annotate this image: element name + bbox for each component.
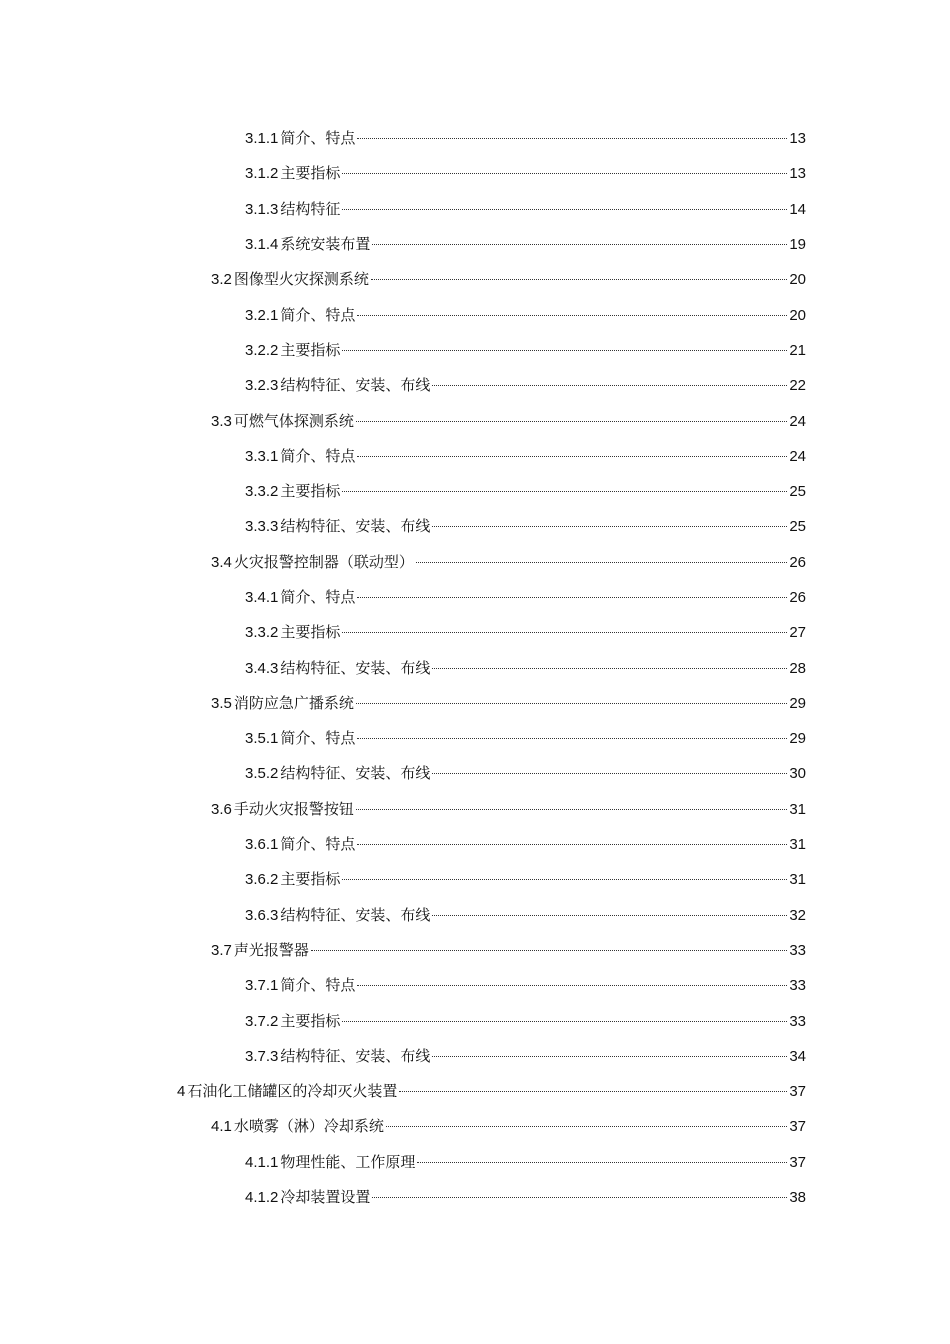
toc-section-number: 3.3.1 — [245, 447, 279, 465]
toc-entry-line — [245, 339, 806, 360]
toc-section-number: 3.1.2 — [245, 165, 279, 183]
toc-section-number: 3.2.1 — [245, 306, 279, 324]
toc-entry[interactable] — [0, 332, 950, 367]
toc-page-number: 28 — [789, 659, 806, 677]
toc-entry[interactable] — [0, 508, 950, 543]
toc-section-number: 3.5 — [211, 694, 232, 712]
toc-section-number: 3.6.3 — [245, 906, 279, 924]
toc-page-number: 38 — [789, 1189, 806, 1207]
toc-entry-line — [211, 551, 806, 572]
toc-entry[interactable] — [0, 614, 950, 649]
toc-section-number: 4 — [177, 1083, 186, 1101]
toc-section-title: 简介、特点 — [280, 305, 356, 324]
toc-dot-leader — [432, 915, 787, 916]
toc-entry[interactable] — [0, 1073, 950, 1108]
toc-entry[interactable] — [0, 1144, 950, 1179]
toc-page-number: 37 — [789, 1118, 806, 1136]
toc-dot-leader — [357, 138, 787, 139]
toc-section-title: 声光报警器 — [233, 940, 309, 959]
toc-section-number: 3.3 — [211, 412, 232, 430]
toc-dot-leader — [342, 1021, 787, 1022]
toc-entry-line — [245, 1045, 806, 1066]
toc-page-number: 13 — [789, 130, 806, 148]
toc-dot-leader — [432, 385, 787, 386]
toc-section-title: 系统安装布置 — [280, 235, 371, 254]
toc-section-title: 简介、特点 — [280, 129, 356, 148]
toc-section-number: 3.4.1 — [245, 589, 279, 606]
toc-page-number: 31 — [789, 871, 806, 889]
toc-section-title: 简介、特点 — [280, 729, 356, 748]
toc-entry[interactable] — [0, 1108, 950, 1143]
toc-page-number: 13 — [789, 165, 806, 183]
toc-entry-line — [245, 515, 806, 536]
toc-dot-leader — [357, 844, 787, 845]
toc-dot-leader — [371, 279, 787, 280]
toc-section-number: 3.7 — [211, 941, 232, 959]
toc-section-title: 主要指标 — [280, 482, 341, 501]
toc-page-number: 25 — [789, 483, 806, 501]
toc-entry-line — [245, 374, 806, 395]
toc-entry-line — [211, 939, 806, 960]
toc-entry[interactable] — [0, 932, 950, 967]
toc-section-title: 结构特征 — [280, 199, 341, 218]
toc-page-number: 19 — [789, 236, 806, 254]
toc-dot-leader — [357, 738, 787, 739]
toc-entry-line — [245, 127, 806, 148]
toc-entry-line — [245, 657, 806, 678]
toc-section-title: 石油化工储罐区的冷却灭火装置 — [187, 1082, 398, 1101]
toc-dot-leader — [432, 1056, 787, 1057]
toc-section-number: 3.2.2 — [245, 341, 279, 359]
toc-section-title: 图像型火灾探测系统 — [233, 270, 369, 289]
toc-dot-leader — [356, 421, 787, 422]
toc-section-number: 3.7.1 — [245, 977, 279, 995]
toc-entry[interactable] — [0, 791, 950, 826]
toc-entry-line — [245, 974, 806, 995]
toc-section-title: 简介、特点 — [280, 835, 356, 854]
toc-dot-leader — [416, 562, 787, 563]
toc-section-number: 3.7.3 — [245, 1047, 279, 1065]
toc-dot-leader — [399, 1091, 787, 1092]
toc-dot-leader — [311, 950, 787, 951]
toc-entry-line — [245, 233, 806, 254]
toc-page-number: 31 — [789, 800, 806, 818]
toc-entry[interactable] — [0, 1038, 950, 1073]
toc-section-number: 4.1 — [211, 1118, 232, 1136]
toc-page-number: 29 — [789, 694, 806, 712]
toc-section-title: 结构特征、安装、布线 — [280, 905, 431, 924]
toc-entry-line — [245, 1010, 806, 1031]
toc-section-title: 简介、特点 — [280, 446, 356, 465]
toc-section-number: 3.4 — [211, 553, 232, 571]
toc-page-number: 20 — [789, 306, 806, 324]
toc-entry-line — [245, 480, 806, 501]
toc-section-number: 3.5.2 — [245, 765, 279, 783]
toc-entry[interactable] — [0, 226, 950, 261]
toc-section-number: 3.4.3 — [245, 659, 279, 677]
toc-entry-line — [245, 868, 806, 889]
toc-dot-leader — [372, 1197, 787, 1198]
toc-entry[interactable] — [0, 402, 950, 437]
toc-page-number: 33 — [789, 977, 806, 995]
toc-section-number: 3.1.4 — [245, 236, 279, 254]
toc-page-number: 22 — [789, 377, 806, 395]
toc-entry-line — [245, 727, 806, 748]
toc-section-title: 结构特征、安装、布线 — [280, 764, 431, 783]
toc-dot-leader — [357, 456, 787, 457]
toc-section-number: 4.1.2 — [245, 1189, 279, 1207]
toc-entry-line — [245, 833, 806, 854]
toc-entry-line — [245, 621, 806, 642]
toc-entry[interactable] — [0, 120, 950, 155]
toc-page-number: 33 — [789, 941, 806, 959]
toc-page-number: 37 — [789, 1083, 806, 1101]
toc-page-number: 37 — [789, 1153, 806, 1171]
toc-entry-line — [245, 586, 806, 607]
toc-dot-leader — [342, 879, 787, 880]
toc-section-title: 主要指标 — [280, 340, 341, 359]
toc-entry-line — [211, 692, 806, 713]
toc-entry[interactable] — [0, 1179, 950, 1214]
toc-entry-line — [211, 410, 806, 431]
toc-section-title: 主要指标 — [280, 623, 341, 642]
toc-page-number: 32 — [789, 906, 806, 924]
toc-dot-leader — [432, 773, 787, 774]
toc-entry[interactable] — [0, 438, 950, 473]
toc-section-number: 3.6 — [211, 800, 232, 818]
toc-dot-leader — [356, 703, 787, 704]
toc-section-title: 简介、特点 — [280, 976, 356, 995]
toc-section-title: 物理性能、工作原理 — [280, 1152, 416, 1171]
toc-page-number: 31 — [789, 836, 806, 854]
toc-entry-line — [211, 1115, 806, 1136]
toc-section-number: 3.2.3 — [245, 377, 279, 395]
toc-section-title: 结构特征、安装、布线 — [280, 376, 431, 395]
toc-dot-leader — [357, 597, 787, 598]
toc-entry[interactable] — [0, 861, 950, 896]
toc-section-number: 3.1.3 — [245, 200, 279, 218]
toc-page-number: 25 — [789, 518, 806, 536]
toc-page-number: 29 — [789, 730, 806, 748]
toc-dot-leader — [432, 668, 787, 669]
toc-dot-leader — [342, 632, 787, 633]
table-of-contents — [0, 120, 950, 1214]
toc-entry-line — [245, 304, 806, 325]
toc-entry[interactable] — [0, 1002, 950, 1037]
toc-entry-line — [177, 1080, 806, 1101]
toc-section-number: 3.3.3 — [245, 518, 279, 536]
toc-dot-leader — [372, 244, 787, 245]
toc-section-number: 3.6.2 — [245, 871, 279, 889]
toc-section-title: 冷却装置设置 — [280, 1188, 371, 1207]
toc-entry[interactable] — [0, 649, 950, 684]
toc-dot-leader — [342, 173, 787, 174]
toc-page-number: 33 — [789, 1012, 806, 1030]
toc-section-number: 3.3.2 — [245, 483, 279, 501]
toc-section-number: 4.1.1 — [245, 1153, 279, 1171]
toc-section-title: 结构特征、安装、布线 — [280, 658, 431, 677]
toc-page-number: 21 — [789, 341, 806, 359]
toc-section-title: 简介、特点 — [280, 588, 356, 606]
toc-entry[interactable] — [0, 155, 950, 190]
toc-entry[interactable] — [0, 720, 950, 755]
toc-section-number: 3.2 — [211, 271, 232, 289]
toc-dot-leader — [432, 526, 787, 527]
toc-entry-line — [245, 1186, 806, 1207]
toc-section-number: 3.3.2 — [245, 624, 279, 642]
toc-entry-line — [245, 198, 806, 219]
toc-entry[interactable] — [0, 755, 950, 790]
toc-page-number: 30 — [789, 765, 806, 783]
toc-dot-leader — [357, 315, 787, 316]
toc-section-number: 3.7.2 — [245, 1012, 279, 1030]
toc-page-number: 27 — [789, 624, 806, 642]
toc-dot-leader — [356, 809, 787, 810]
toc-section-number: 3.5.1 — [245, 730, 279, 748]
toc-entry[interactable] — [0, 261, 950, 296]
toc-page-number: 34 — [789, 1047, 806, 1065]
toc-entry-line — [245, 1151, 806, 1172]
toc-section-title: 水喷雾（淋）冷却系统 — [233, 1117, 384, 1136]
toc-entry-line — [211, 798, 806, 819]
toc-entry[interactable] — [0, 367, 950, 402]
toc-section-title: 手动火灾报警按钮 — [233, 799, 354, 818]
toc-section-title: 结构特征、安装、布线 — [280, 517, 431, 536]
toc-dot-leader — [342, 491, 787, 492]
toc-section-title: 主要指标 — [280, 870, 341, 889]
toc-entry-line — [245, 904, 806, 925]
toc-dot-leader — [417, 1162, 787, 1163]
toc-entry-line — [245, 162, 806, 183]
toc-page-number: 26 — [789, 589, 806, 606]
toc-section-number: 3.6.1 — [245, 836, 279, 854]
toc-page-number: 14 — [789, 200, 806, 218]
toc-entry[interactable] — [0, 967, 950, 1002]
toc-entry-line — [211, 268, 806, 289]
toc-section-title: 消防应急广播系统 — [233, 693, 354, 712]
toc-section-title: 火灾报警控制器（联动型） — [233, 552, 414, 571]
toc-entry[interactable] — [0, 296, 950, 331]
toc-entry-line — [245, 445, 806, 466]
toc-section-title: 可燃气体探测系统 — [233, 411, 354, 430]
toc-page-number: 24 — [789, 447, 806, 465]
toc-dot-leader — [342, 350, 787, 351]
toc-entry-line — [245, 762, 806, 783]
toc-entry[interactable] — [0, 685, 950, 720]
toc-dot-leader — [386, 1126, 787, 1127]
toc-entry[interactable] — [0, 473, 950, 508]
toc-page-number: 24 — [789, 412, 806, 430]
toc-page-number: 26 — [789, 553, 806, 571]
toc-entry[interactable] — [0, 897, 950, 932]
toc-dot-leader — [357, 985, 787, 986]
toc-entry[interactable] — [0, 544, 950, 579]
toc-section-title: 结构特征、安装、布线 — [280, 1046, 431, 1065]
toc-section-title: 主要指标 — [280, 164, 341, 183]
toc-entry[interactable] — [0, 191, 950, 226]
toc-page-number: 20 — [789, 271, 806, 289]
toc-section-title: 主要指标 — [280, 1011, 341, 1030]
toc-entry[interactable] — [0, 826, 950, 861]
toc-section-number: 3.1.1 — [245, 130, 279, 148]
toc-entry[interactable] — [0, 579, 950, 614]
toc-dot-leader — [342, 209, 787, 210]
